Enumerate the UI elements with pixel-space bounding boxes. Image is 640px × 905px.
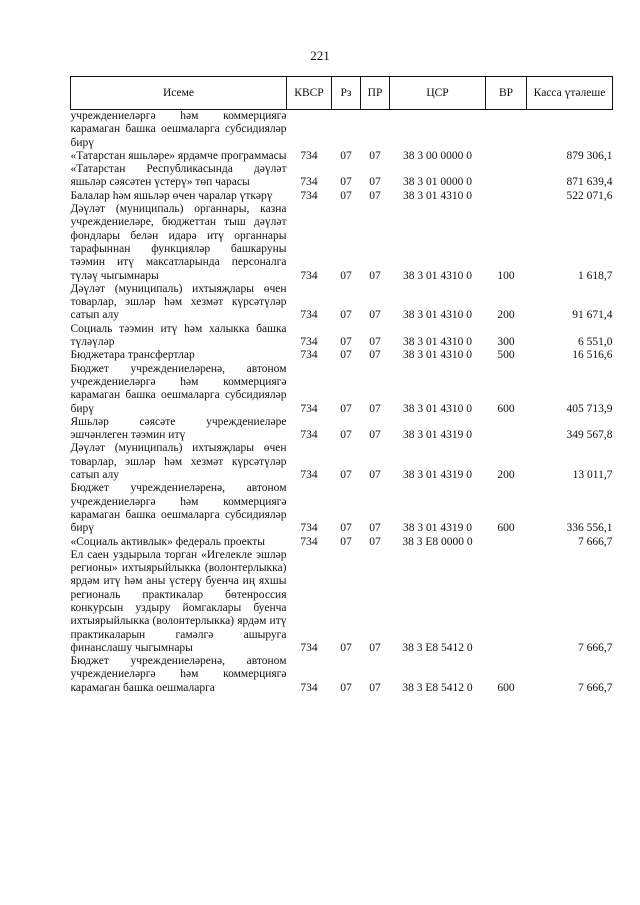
row-kvsr-cell [287, 110, 332, 150]
row-amount-cell: 879 306,1 [566, 149, 613, 162]
row-name-cell: Бюджетара трансфертлар [70, 349, 195, 362]
row-csr-cell [390, 110, 486, 150]
budget-table [70, 76, 613, 695]
row-amount-cell: 405 713,9 [566, 402, 613, 415]
row-kvsr-cell: 734 [300, 681, 318, 694]
row-rz-cell: 07 [340, 149, 352, 162]
row-vr-cell: 500 [497, 349, 515, 362]
row-rz-cell: 07 [340, 402, 352, 415]
row-pr-cell: 07 [369, 309, 381, 322]
table-row [71, 323, 613, 350]
row-vr-cell [486, 163, 527, 190]
row-name-cell: Дәүләт (муниципаль) ихтыяҗлары өчен товарлар, эшләр һәм хезмәт күрсәтүләр сатып алу [70, 442, 287, 482]
row-vr-cell: 200 [497, 309, 515, 322]
row-pr-cell: 07 [369, 535, 381, 548]
row-amount-cell: 6 551,0 [578, 336, 613, 349]
row-amount-cell: 349 567,8 [566, 429, 613, 442]
table-row [71, 203, 613, 283]
row-kvsr-cell: 734 [300, 149, 318, 162]
row-csr-cell: 38 3 01 4310 0 [403, 189, 472, 202]
row-vr-cell [486, 416, 527, 443]
row-csr-cell: 38 3 E8 5412 0 [402, 681, 473, 694]
row-rz-cell: 07 [340, 309, 352, 322]
row-rz-cell: 07 [340, 349, 352, 362]
row-pr-cell: 07 [369, 336, 381, 349]
row-pr-cell: 07 [369, 269, 381, 282]
row-csr-cell: 38 3 01 0000 0 [403, 176, 472, 189]
row-kvsr-cell: 734 [300, 189, 318, 202]
row-csr-cell: 38 3 01 4310 0 [403, 269, 472, 282]
table-header-row [71, 77, 613, 110]
row-name-cell: Дәүләт (муниципаль) ихтыяҗлары өчен товарлар, эшләр һәм хезмәт күрсәтүләр сатып алу [70, 282, 287, 322]
row-name-cell: Социаль тәэмин итү һәм халыкка башка түләүләр [70, 322, 287, 349]
row-amount-cell: 336 556,1 [566, 522, 613, 535]
row-rz-cell: 07 [340, 681, 352, 694]
row-pr-cell: 07 [369, 429, 381, 442]
row-vr-cell: 100 [497, 269, 515, 282]
row-name-cell: «Социаль активлык» федераль проекты [70, 535, 265, 548]
table-row [71, 190, 613, 203]
row-rz-cell: 07 [340, 429, 352, 442]
row-vr-cell: 600 [497, 681, 515, 694]
row-kvsr-cell: 734 [300, 309, 318, 322]
row-rz-cell: 07 [340, 269, 352, 282]
row-rz-cell: 07 [340, 176, 352, 189]
row-kvsr-cell: 734 [300, 535, 318, 548]
row-csr-cell: 38 3 01 4310 0 [403, 349, 472, 362]
row-pr-cell: 07 [369, 641, 381, 654]
row-vr-cell: 300 [497, 336, 515, 349]
row-pr-cell: 07 [369, 189, 381, 202]
row-amount-cell: 7 666,7 [578, 641, 613, 654]
table-row [71, 536, 613, 549]
header-pr: ПР [361, 77, 390, 110]
page-number: 221 [310, 48, 330, 63]
row-pr-cell [361, 110, 390, 150]
row-pr-cell: 07 [369, 349, 381, 362]
table-row [71, 349, 613, 362]
row-vr-cell: 600 [497, 402, 515, 415]
table-row [71, 442, 613, 482]
row-amount-cell: 522 071,6 [566, 189, 613, 202]
row-kvsr-cell: 734 [300, 176, 318, 189]
header-name: Исеме [71, 77, 287, 110]
row-pr-cell: 07 [369, 522, 381, 535]
row-name-cell: Балалар һәм яшьләр өчен чаралар үткәрү [70, 189, 273, 202]
table-row [71, 482, 613, 535]
row-pr-cell: 07 [369, 402, 381, 415]
row-vr-cell [486, 549, 527, 655]
row-rz-cell: 07 [340, 336, 352, 349]
table-row [71, 655, 613, 695]
row-vr-cell [486, 190, 527, 203]
row-amount-cell: 871 639,4 [566, 176, 613, 189]
table-body [71, 110, 613, 696]
row-name-cell: Бюджет учреждениеләренә, автоном учреждениеләргә һәм коммерциягә карамаган башка оешмаларга [70, 655, 287, 694]
row-amount-cell [527, 110, 613, 150]
header-kvsr: КВСР [287, 77, 332, 110]
row-amount-cell: 7 666,7 [578, 535, 613, 548]
table-row [71, 283, 613, 323]
row-csr-cell: 38 3 01 4319 0 [403, 429, 472, 442]
row-kvsr-cell: 734 [300, 269, 318, 282]
table-row [71, 549, 613, 655]
row-csr-cell: 38 3 01 4319 0 [403, 522, 472, 535]
row-csr-cell: 38 3 E8 5412 0 [402, 641, 473, 654]
header-csr: ЦСР [390, 77, 486, 110]
row-amount-cell: 91 671,4 [572, 309, 613, 322]
row-kvsr-cell: 734 [300, 402, 318, 415]
row-csr-cell: 38 3 01 4310 0 [403, 309, 472, 322]
row-name-cell: «Татарстан Республикасында дәүләт яшьләр сәясәтен үстерү» төп чарасы [70, 163, 287, 189]
header-rz: Рз [332, 77, 361, 110]
row-pr-cell: 07 [369, 176, 381, 189]
row-vr-cell [486, 536, 527, 549]
row-rz-cell: 07 [340, 535, 352, 548]
row-kvsr-cell: 734 [300, 336, 318, 349]
row-rz-cell: 07 [340, 641, 352, 654]
row-name-cell: Бюджет учреждениеләренә, автоном учреждениеләргә һәм коммерциягә карамаган башка оешмаларга субсидияләр бирү [70, 362, 287, 415]
row-amount-cell: 16 516,6 [572, 349, 613, 362]
header-amount: Касса үтәлеше [527, 77, 613, 110]
row-rz-cell: 07 [340, 189, 352, 202]
row-vr-cell [486, 110, 527, 150]
row-amount-cell: 1 618,7 [578, 269, 613, 282]
row-rz-cell: 07 [340, 469, 352, 482]
row-vr-cell: 200 [497, 469, 515, 482]
row-name-cell: учреждениеләргә һәм коммерциягә карамаган башка оешмаларга субсидияләр бирү [70, 110, 287, 149]
row-pr-cell: 07 [369, 469, 381, 482]
row-name-cell: Дәүләт (муниципаль) органнары, казна учреждениеләре, бюджеттан тыш дәүләт фондлары белән идарә итү органнары тарафыннан функцияләр башкаруны тәэмин итү максатларында персоналга түләү чыгымнары [70, 203, 287, 282]
row-name-cell: Яшьләр сәясәте учреждениеләре эшчәнлеген тәэмин итү [70, 415, 287, 442]
row-pr-cell: 07 [369, 681, 381, 694]
row-amount-cell: 7 666,7 [578, 681, 613, 694]
table-row [71, 416, 613, 443]
row-csr-cell: 38 3 01 4319 0 [403, 469, 472, 482]
row-csr-cell: 38 3 01 4310 0 [403, 336, 472, 349]
row-csr-cell: 38 3 01 4310 0 [403, 402, 472, 415]
row-kvsr-cell: 734 [300, 349, 318, 362]
table-row [71, 363, 613, 416]
row-kvsr-cell: 734 [300, 641, 318, 654]
row-pr-cell: 07 [369, 149, 381, 162]
row-csr-cell: 38 3 00 0000 0 [403, 149, 472, 162]
row-amount-cell: 13 011,7 [572, 469, 613, 482]
row-csr-cell: 38 3 E8 0000 0 [402, 535, 473, 548]
header-vr: ВР [486, 77, 527, 110]
row-kvsr-cell: 734 [300, 429, 318, 442]
row-name-cell: Ел саен уздырыла торган «Игелекле эшләр регионы» ихтыярыйлыкка (волонтерлыкка) ярдәм итү һәм аны үстерү буенча иң яхшы региональ практикалар бөтенроссия конкурсын уздыру йомгаклары буенча ихтыярыйлыкка (волонтерлыкка) ярдәм итү практикаларын гамәлгә ашыруга финанслашу чыгымнары [70, 548, 287, 654]
row-name-cell: Бюджет учреждениеләренә, автоном учреждениеләргә һәм коммерциягә карамаган башка оешмаларга субсидияләр бирү [70, 482, 287, 535]
row-vr-cell: 600 [497, 522, 515, 535]
row-name-cell: «Татарстан яшьләре» ярдәмче программасы [70, 149, 287, 162]
row-rz-cell: 07 [340, 522, 352, 535]
row-vr-cell [486, 150, 527, 163]
table-row [71, 150, 613, 163]
row-kvsr-cell: 734 [300, 469, 318, 482]
table-row [71, 163, 613, 190]
row-rz-cell [332, 110, 361, 150]
table-row [71, 110, 613, 150]
row-kvsr-cell: 734 [300, 522, 318, 535]
